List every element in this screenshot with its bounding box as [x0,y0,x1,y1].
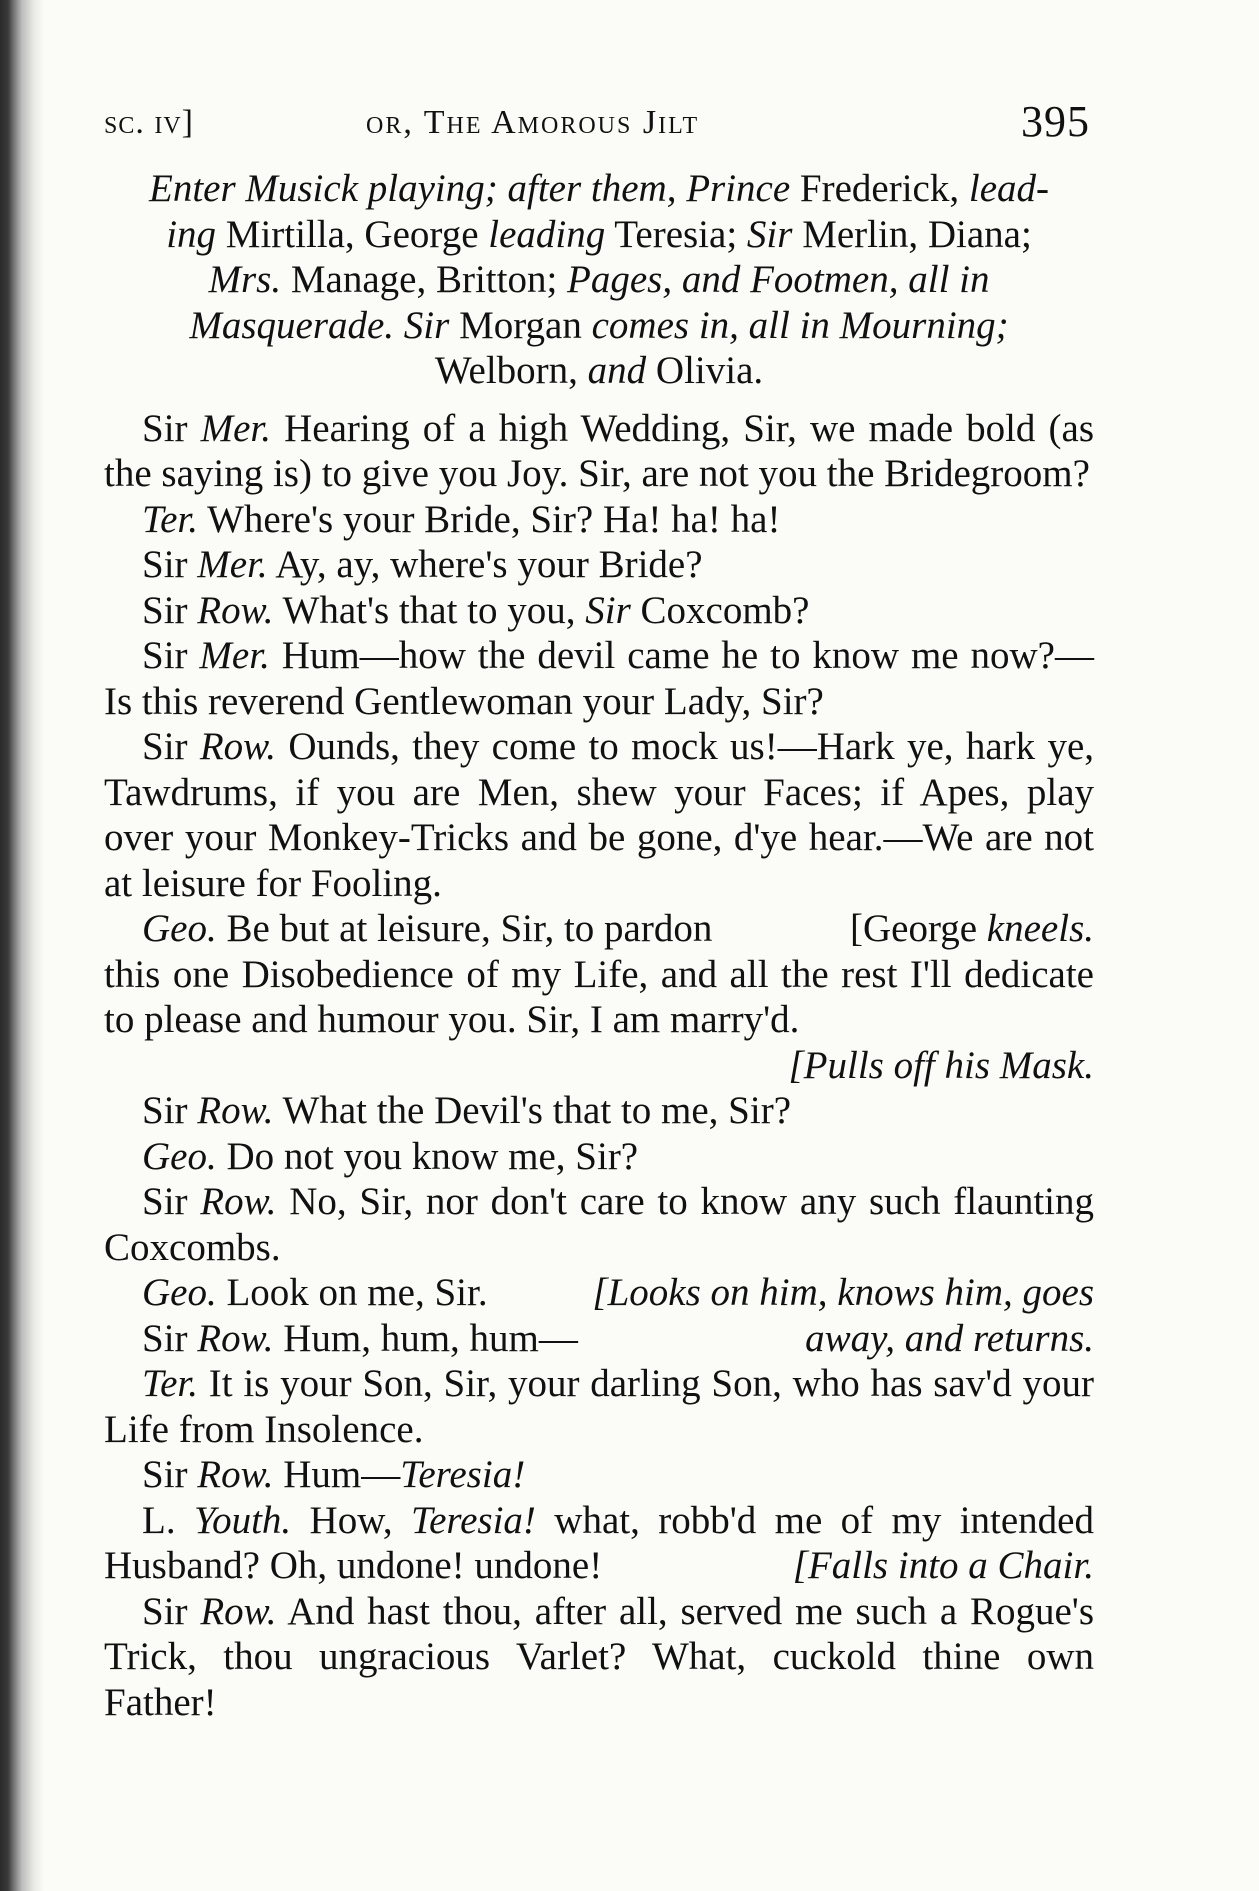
speaker: Sir Mer. [142,543,268,586]
speech: Sir Row. No, Sir, nor don't care to know any such flaunting Coxcombs. [104,1180,1095,1269]
speaker: Geo. [142,1134,217,1178]
speaker: Sir Row. [142,1180,277,1223]
speaker: Sir Row. [142,1316,274,1360]
speaker: Ter. [142,1362,199,1405]
speech: Ter. It is your Son, Sir, your darling Son, who has sav'd your Life from Insolence. [104,1362,1094,1451]
speaker: Sir Row. [142,1453,274,1496]
speech: Sir Row. What the Devil's that to me, Sir? [142,1089,791,1132]
stage-direction: [Pulls off his Mask. [788,1043,1094,1087]
book-spine-shadow [0,0,44,1891]
speaker: Ter. [142,497,199,541]
stage-direction: [Looks on him, knows him, goes [592,1271,1094,1314]
stage-direction: [Falls into a Chair. [792,1544,1094,1587]
speech: Geo. Be but at leisure, Sir, to pardon [George kneels. [142,907,1094,950]
speaker: Sir Row. [142,588,274,632]
stage-line: Welborn, and Olivia. [434,349,764,392]
stage-line: Masquerade. Sir Morgan comes in, all in Mourning; [189,303,1009,347]
speaker: Sir Mer. [142,406,272,450]
speech: Sir Row. Hum—Teresia! [142,1453,526,1496]
page-number: 395 [1021,97,1090,146]
book-page [104,96,1094,1725]
page-body [104,166,1094,1725]
speech-continuation: this one Disobedience of my Life, and all the rest I'll dedicate to please and humour you. Sir, I am marry'd. [104,952,1094,1041]
speaker: L. Youth. [142,1498,292,1542]
speaker: Sir Mer. [142,634,270,677]
speech: Geo. Look on me, Sir. [Looks on him, knows him, goes [142,1271,1094,1314]
running-header [104,96,1094,156]
running-title: or, The Amorous Jilt [366,104,700,141]
speaker: Sir Row. [142,1589,277,1633]
speech: Sir Mer. Hearing of a high Wedding, Sir, we made bold (as the saying is) to give you Joy. Sir, are not you the Bridegroom? [104,406,1094,495]
stage-line: ing Mirtilla, George leading Teresia; Sir Merlin, Diana; [166,212,1032,256]
section-marker: sc. iv] [104,104,195,141]
speech: Sir Row. Ounds, they come to mock us!—Hark ye, hark ye, Tawdrums, if you are Men, shew your Faces; if Apes, play over your Monkey-Tricks and be gone, d'ye hear.—We are not at leisure for Fooling. [104,725,1095,905]
speech: Geo. Do not you know me, Sir? [142,1134,639,1178]
speech: Sir Row. What's that to you, Sir Coxcomb? [142,588,810,632]
speech: L. Youth. How, Teresia! what, robb'd me of my intended Husband? Oh, undone! undone! [Falls into a Chair. [104,1498,1094,1587]
speech: Sir Row. And hast thou, after all, served me such a Rogue's Trick, thou ungracious Varlet? What, cuckold thine own Father! [104,1589,1094,1724]
speaker: Sir Row. [142,1089,274,1132]
speaker: Geo. [142,1271,217,1314]
stage-line: Mrs. Manage, Britton; Pages, and Footmen, all in [208,258,990,301]
speech: Sir Mer. Ay, ay, where's your Bride? [142,543,703,586]
speech: Sir Mer. Hum—how the devil came he to know me now?—Is this reverend Gentlewoman your Lady, Sir? [104,634,1094,723]
stage-direction: [George kneels. [849,907,1094,950]
entry-stage-direction [104,166,1094,394]
speaker: Sir Row. [142,725,277,768]
speaker: Geo. [142,907,217,950]
stage-line: Enter Musick playing; after them, Prince Frederick, lead- [149,167,1049,210]
speech: Sir Row. Hum, hum, hum— away, and returns. [142,1316,1094,1360]
speech: Ter. Where's your Bride, Sir? Ha! ha! ha! [142,497,781,541]
stage-direction: away, and returns. [805,1316,1094,1360]
